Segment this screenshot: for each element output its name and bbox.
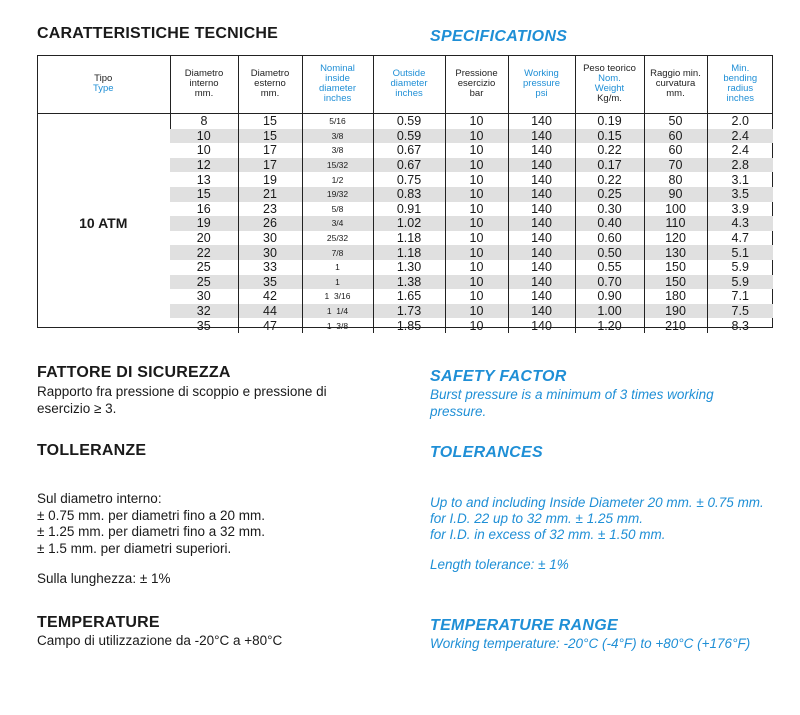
table-cell: 90 [644, 187, 707, 202]
tolerance-it-line-1: Sul diametro interno: [37, 491, 162, 506]
table-cell: 0.59 [373, 114, 445, 129]
tolerance-it-length: Sulla lunghezza: ± 1% [37, 571, 171, 586]
table-cell: 20 [196, 231, 211, 246]
table-cell: 8.3 [707, 318, 773, 333]
table-cell: 0.91 [373, 202, 445, 217]
table-cell: 180 [644, 289, 707, 304]
table-cell: 210 [644, 318, 707, 333]
table-cell: 140 [508, 129, 575, 144]
table-cell: 30 [238, 231, 302, 246]
table-cell: 5.9 [707, 275, 773, 290]
table-cell: 140 [508, 158, 575, 173]
table-cell: 140 [508, 231, 575, 246]
table-cell: 10 [445, 216, 508, 231]
table-cell: 0.59 [373, 129, 445, 144]
table-cell: 1 3/16 [302, 289, 373, 304]
table-cell: 10 [445, 129, 508, 144]
table-cell: 140 [508, 172, 575, 187]
table-cell: 10 [445, 260, 508, 275]
table-cell: 3.1 [707, 172, 773, 187]
table-cell: 23 [238, 202, 302, 217]
table-cell: 1 1/4 [302, 304, 373, 319]
table-cell: 44 [238, 304, 302, 319]
table-cell: 0.55 [575, 260, 644, 275]
safety-title-it: FATTORE DI SICUREZZA [37, 364, 231, 381]
table-cell: 1.20 [575, 318, 644, 333]
tolerance-it-line-2: ± 0.75 mm. per diametri fino a 20 mm. [37, 508, 265, 523]
table-cell: 1.30 [373, 260, 445, 275]
table-cell: 10 [445, 172, 508, 187]
table-cell: 0.67 [373, 143, 445, 158]
specifications-table [37, 55, 773, 333]
table-cell: 140 [508, 187, 575, 202]
table-cell: 10 [445, 304, 508, 319]
table-cell: 19/32 [302, 187, 373, 202]
tolerance-en-line-3: for I.D. in excess of 32 mm. ± 1.50 mm. [430, 527, 666, 542]
table-cell: 21 [238, 187, 302, 202]
table-cell: 47 [238, 318, 302, 333]
table-cell: 30 [196, 289, 211, 304]
table-cell: 2.4 [707, 129, 773, 144]
table-cell: 120 [644, 231, 707, 246]
table-cell: 1/2 [302, 172, 373, 187]
table-cell: 150 [644, 260, 707, 275]
header-weight: Peso teorico Nom. Weight Kg/m. [575, 55, 644, 114]
title-en: SPECIFICATIONS [430, 28, 568, 45]
safety-title-en: SAFETY FACTOR [430, 368, 567, 385]
table-cell: 10 [445, 275, 508, 290]
safety-text-it: Rapporto fra pressione di scoppio e pressione di esercizio ≥ 3. [37, 384, 327, 416]
table-cell: 26 [238, 216, 302, 231]
table-cell: 25 [196, 260, 211, 275]
table-cell: 110 [644, 216, 707, 231]
table-cell: 140 [508, 318, 575, 333]
table-cell: 42 [238, 289, 302, 304]
header-outside-inches: Outside diameter inches [373, 55, 445, 114]
header-bending-radius-inches: Min. bending radius inches [707, 55, 773, 114]
header-type: Tipo Type [37, 55, 170, 114]
table-cell: 33 [238, 260, 302, 275]
tolerance-en-line-1: Up to and including Inside Diameter 20 mm. ± 0.75 mm. [430, 495, 764, 510]
table-cell: 140 [508, 114, 575, 129]
table-cell: 60 [644, 143, 707, 158]
table-cell: 15 [238, 114, 302, 129]
title-it: CARATTERISTICHE TECNICHE [37, 25, 278, 42]
table-cell: 3/8 [302, 143, 373, 158]
table-cell: 10 [445, 158, 508, 173]
table-cell: 1.85 [373, 318, 445, 333]
tolerance-en-line-2: for I.D. 22 up to 32 mm. ± 1.25 mm. [430, 511, 643, 526]
table-cell: 1.73 [373, 304, 445, 319]
table-row [37, 114, 773, 129]
table-cell: 17 [238, 158, 302, 173]
table-cell: 0.17 [575, 158, 644, 173]
tolerances-title-en: TOLERANCES [430, 444, 543, 461]
table-cell: 1 [302, 260, 373, 275]
table-cell: 140 [508, 143, 575, 158]
header-bending-radius-mm: Raggio min. curvatura mm. [644, 55, 707, 114]
temperature-title-en: TEMPERATURE RANGE [430, 617, 618, 634]
table-cell: 0.90 [575, 289, 644, 304]
tolerance-it-line-3: ± 1.25 mm. per diametri fino a 32 mm. [37, 524, 265, 539]
table-cell: 19 [238, 172, 302, 187]
table-cell: 1 3/8 [302, 318, 373, 333]
table-cell: 13 [196, 172, 211, 187]
table-cell: 0.30 [575, 202, 644, 217]
table-cell: 1.65 [373, 289, 445, 304]
table-cell: 35 [196, 318, 211, 333]
header-working-pressure-bar: Pressione esercizio bar [445, 55, 508, 114]
table-cell: 70 [644, 158, 707, 173]
safety-text-en: Burst pressure is a minimum of 3 times working pressure. [430, 387, 714, 419]
temperature-text-en: Working temperature: -20°C (-4°F) to +80°C (+176°F) [430, 636, 751, 651]
table-cell: 7.5 [707, 304, 773, 319]
table-cell: 35 [238, 275, 302, 290]
table-cell: 140 [508, 245, 575, 260]
table-cell: 1 [302, 275, 373, 290]
table-cell: 140 [508, 275, 575, 290]
table-cell: 3/8 [302, 129, 373, 144]
table-cell: 10 [445, 245, 508, 260]
table-cell: 2.4 [707, 143, 773, 158]
table-header-row [37, 55, 773, 114]
table-cell: 140 [508, 216, 575, 231]
table-cell: 0.50 [575, 245, 644, 260]
table-cell: 15/32 [302, 158, 373, 173]
table-cell: 22 [170, 245, 238, 260]
table-cell: 190 [644, 304, 707, 319]
header-nominal-inside-inches: Nominal inside diameter inches [302, 55, 373, 114]
table-cell: 130 [644, 245, 707, 260]
table-cell: 150 [644, 275, 707, 290]
table-cell: 15 [170, 187, 238, 202]
table-cell: 0.67 [373, 158, 445, 173]
table-cell: 5.1 [707, 245, 773, 260]
table-cell: 4.3 [707, 216, 773, 231]
table-cell: 32 [170, 304, 238, 319]
table-cell: 0.40 [575, 216, 644, 231]
table-cell: 0.19 [575, 114, 644, 129]
table-cell: 0.70 [575, 275, 644, 290]
table-cell: 10 [170, 129, 238, 144]
table-cell: 140 [508, 289, 575, 304]
table-cell: 2.8 [707, 158, 773, 173]
table-cell: 1.02 [373, 216, 445, 231]
tolerance-en-length: Length tolerance: ± 1% [430, 557, 569, 572]
tolerances-title-it: TOLLERANZE [37, 442, 147, 459]
table-cell: 10 [445, 231, 508, 246]
table-cell: 10 [196, 143, 211, 158]
table-cell: 50 [644, 114, 707, 129]
table-cell: 80 [644, 172, 707, 187]
tolerance-it-line-4: ± 1.5 mm. per diametri superiori. [37, 541, 232, 556]
table-cell: 10 [445, 187, 508, 202]
table-cell: 1.00 [575, 304, 644, 319]
table-cell: 7.1 [707, 289, 773, 304]
header-working-pressure-psi: Working pressure psi [508, 55, 575, 114]
table-cell: 140 [508, 304, 575, 319]
table-cell: 100 [644, 202, 707, 217]
table-cell: 19 [170, 216, 238, 231]
table-cell: 5/8 [302, 202, 373, 217]
table-cell: 3.5 [707, 187, 773, 202]
table-cell: 5/16 [302, 114, 373, 129]
table-cell: 0.75 [373, 172, 445, 187]
table-cell: 0.22 [575, 143, 644, 158]
table-cell: 10 [445, 114, 508, 129]
table-cell: 1.18 [373, 245, 445, 260]
header-inside-diameter-mm: Diametro interno mm. [170, 55, 238, 114]
table-cell: 0.22 [575, 172, 644, 187]
table-cell: 10 [445, 289, 508, 304]
table-cell: 0.25 [575, 187, 644, 202]
table-cell: 2.0 [707, 114, 773, 129]
temperature-title-it: TEMPERATURE [37, 614, 160, 631]
table-cell: 3/4 [302, 216, 373, 231]
table-cell: 7/8 [302, 245, 373, 260]
table-cell: 140 [508, 202, 575, 217]
table-cell: 5.9 [707, 260, 773, 275]
table-cell: 3.9 [707, 202, 773, 217]
table-cell: 0.60 [575, 231, 644, 246]
type-label: 10 ATM [79, 215, 128, 232]
header-outside-diameter-mm: Diametro esterno mm. [238, 55, 302, 114]
table-cell: 10 [445, 143, 508, 158]
table-cell: 60 [644, 129, 707, 144]
table-cell: 17 [238, 143, 302, 158]
table-cell: 10 [445, 318, 508, 333]
table-cell: 10 [445, 202, 508, 217]
temperature-text-it: Campo di utilizzazione da -20°C a +80°C [37, 633, 283, 648]
table-cell: 30 [238, 245, 302, 260]
table-cell: 0.83 [373, 187, 445, 202]
table-cell: 8 [170, 114, 238, 129]
table-cell: 1.38 [373, 275, 445, 290]
table-cell: 0.15 [575, 129, 644, 144]
table-cell: 25 [170, 275, 238, 290]
table-cell: 15 [238, 129, 302, 144]
table-cell: 25/32 [302, 231, 373, 246]
table-cell: 1.18 [373, 231, 445, 246]
table-cell: 4.7 [707, 231, 773, 246]
table-cell: 16 [196, 201, 211, 216]
table-cell: 140 [508, 260, 575, 275]
table-cell: 12 [170, 158, 238, 173]
